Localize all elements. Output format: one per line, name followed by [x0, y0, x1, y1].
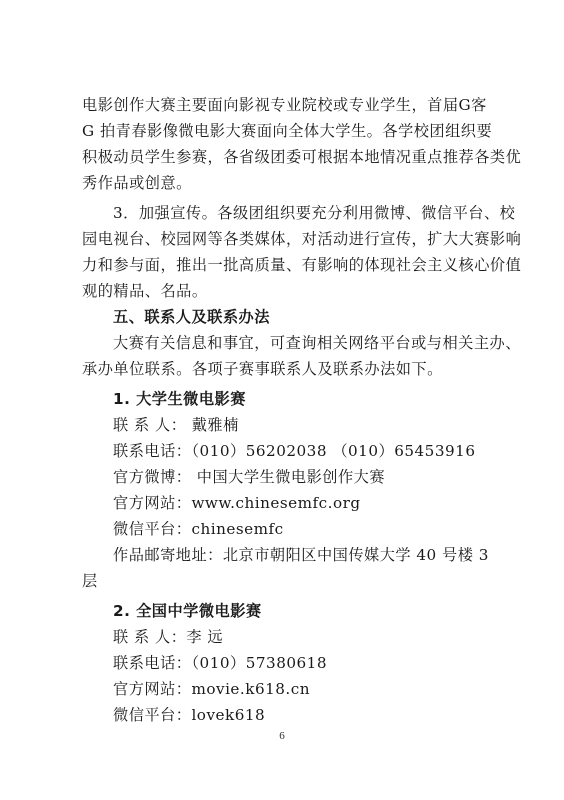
- section-heading: 1. 大学生微电影赛: [113, 390, 246, 408]
- text-line: 电影创作大赛主要面向影视专业院校或专业学生，首届G客: [82, 96, 487, 114]
- text-line: 联 系 人：李 远: [113, 628, 224, 646]
- text-line: 层: [82, 572, 98, 590]
- text-line: G 拍青春影像微电影大赛面向全体大学生。各学校团组织要: [82, 122, 493, 140]
- text-line: 园电视台、校园网等各类媒体，对活动进行宣传，扩大大赛影响: [82, 230, 522, 248]
- text-line: 积极动员学生参赛，各省级团委可根据本地情况重点推荐各类优: [82, 148, 522, 166]
- text-line: 联 系 人： 戴雅楠: [113, 416, 239, 434]
- text-line: 官方网站：www.chinesemfc.org: [113, 494, 361, 512]
- page-number: 6: [279, 730, 285, 742]
- section-heading: 五、联系人及联系办法: [113, 308, 270, 326]
- text-line: 联系电话：（010）57380618: [113, 654, 328, 672]
- text-line: 秀作品或创意。: [82, 174, 192, 192]
- text-line: 3．加强宣传。各级团组织要充分利用微博、微信平台、校: [113, 204, 516, 222]
- text-line: 官方微博： 中国大学生微电影创作大赛: [113, 468, 386, 486]
- text-line: 官方网站：movie.k618.cn: [113, 680, 311, 698]
- text-line: 微信平台：lovek618: [113, 706, 266, 724]
- text-line: 作品邮寄地址：北京市朝阳区中国传媒大学 40 号楼 3: [113, 546, 489, 564]
- section-heading: 2. 全国中学微电影赛: [113, 602, 262, 620]
- text-line: 联系电话：（010）56202038 （010）65453916: [113, 442, 476, 460]
- text-line: 微信平台：chinesemfc: [113, 520, 284, 538]
- text-line: 承办单位联系。各项子赛事联系人及联系办法如下。: [82, 360, 443, 378]
- text-line: 观的精品、名品。: [82, 282, 208, 300]
- text-line: 力和参与面，推出一批高质量、有影响的体现社会主义核心价值: [82, 256, 522, 274]
- text-line: 大赛有关信息和事宜，可查询相关网络平台或与相关主办、: [113, 334, 521, 352]
